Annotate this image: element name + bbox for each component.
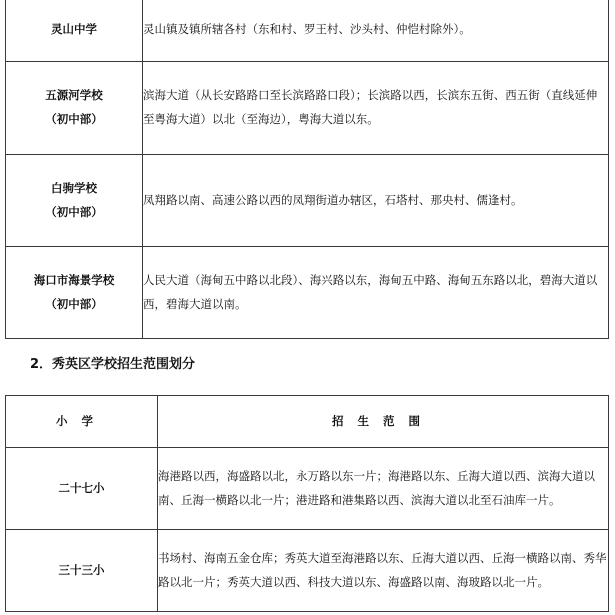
header-area: 招生范围 xyxy=(158,396,609,448)
area-cell: 灵山镇及镇所辖各村（东和村、罗王村、沙头村、仲恺村除外）。 xyxy=(143,0,609,62)
school-cell xyxy=(6,155,143,247)
area-cell: 滨海大道（从长安路路口至长滨路路口段）；长滨路以西，长滨东五街、西五街（直线延伸至粤海大道）以北（至海边），粤海大道以东。 xyxy=(143,62,609,155)
school-division: （初中部） xyxy=(45,112,103,126)
school-name: 海口市海景学校 xyxy=(33,272,115,287)
table-row xyxy=(6,247,609,339)
header-school: 小学 xyxy=(6,396,158,448)
school-division: （初中部） xyxy=(45,204,103,219)
table-header-row xyxy=(6,396,609,448)
area-cell: 海港路以西，海盛路以北，永万路以东一片；海港路以东、丘海大道以西、滨海大道以南、丘海一横路以北一片；港进路和港集路以西、滨海大道以北至石油库一片。 xyxy=(158,448,609,530)
table-row xyxy=(6,155,609,247)
table-row xyxy=(6,530,609,612)
school-cell xyxy=(6,0,143,62)
school-division: （初中部） xyxy=(45,296,103,311)
school-name: 三十三小 xyxy=(58,562,105,577)
school-name: 白驹学校 xyxy=(51,180,97,195)
table-row xyxy=(6,448,609,530)
school-cell xyxy=(6,448,158,530)
school-name: 五源河学校 xyxy=(45,88,103,103)
area-cell: 人民大道（海甸五中路以北段）、海兴路以东，海甸五中路、海甸五东路以北，碧海大道以西，碧海大道以南。 xyxy=(143,247,609,339)
school-name: 二十七小 xyxy=(58,480,105,495)
admission-table-1 xyxy=(5,0,609,339)
section-title: 2．秀英区学校招生范围划分 xyxy=(30,357,196,372)
school-cell xyxy=(6,530,158,612)
school-cell xyxy=(6,62,143,155)
area-cell: 凤翔路以南、高速公路以西的凤翔街道办辖区，石塔村、那央村、儒逢村。 xyxy=(143,155,609,247)
table-row xyxy=(6,62,609,155)
area-cell: 书场村、海南五金仓库；秀英大道至海港路以东、丘海大道以西、丘海一横路以南、秀华路以北一片；秀英大道以西、科技大道以东、海盛路以南、海玻路以北一片。 xyxy=(158,530,609,612)
admission-table-2 xyxy=(5,395,609,612)
school-cell xyxy=(6,247,143,339)
table-row xyxy=(6,0,609,62)
school-name: 灵山中学 xyxy=(51,22,97,37)
